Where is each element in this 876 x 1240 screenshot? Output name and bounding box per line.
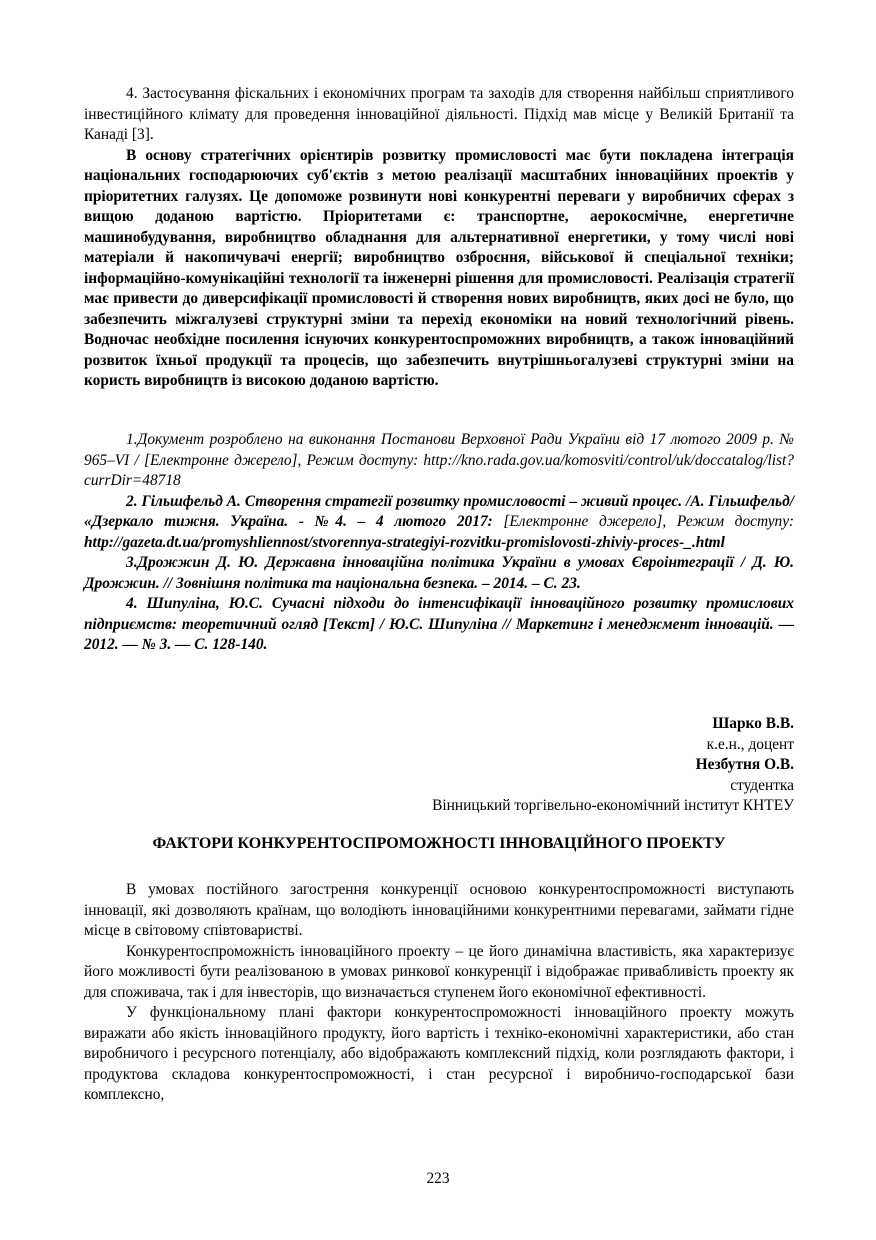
conclusion-paragraph: В основу стратегічних орієнтирів розвитку промисловості має бути покладена інтеграція національних господарюючих суб'єктів з метою реалізації масштабних інноваційних проектів у пріоритетних галузях. Це допоможе розвинути нові конкурентні переваги у виробничих сферах з вищою доданою вартістю. Пріоритетами є: транспортне, аерокосмічне, енергетичне машинобудування, виробництво обладнання для альтернативної енергетики, у тому числі нові матеріали й накопичувачі енергії; виробництво озброєння, військової й спеціальної техніки; інформаційно-комунікаційні технології та інженерні рішення для промисловості. Реалізація стратегії має привести до диверсифікації промисловості й створення нових виробництв, яких досі не було, що забезпечить міжгалузеві структурні зміни та перехід економіки на новий технологічний рівень. Водночас необхідне посилення існуючих конкурентоспроможних виробництв, а також інноваційний розвиток їхньої продукції та процесів, що забезпечить внутрішньогалузеві структурні зміни на користь виробництв із високою доданою вартістю. — [84, 146, 794, 389]
top-section — [84, 84, 794, 392]
article-paragraph-1: В умовах постійного загострення конкуренції основою конкурентоспроможності виступають інновації, які дозволяють країнам, що володіють інноваційними конкурентними перевагами, займати гідне місце в світовому співтоваристві. — [84, 881, 794, 939]
author-block — [294, 714, 794, 817]
author-1-title: к.е.н., доцент — [706, 735, 794, 753]
article-paragraph-2: Конкурентоспроможність інноваційного проекту – це його динамічна властивість, яка характеризує його можливості бути реалізованою в умовах ринкової конкуренції і відображає привабливість проекту як для споживача, так і для інвесторів, що визначається ступенем його економічної ефективності. — [84, 942, 794, 1001]
article-title: ФАКТОРИ КОНКУРЕНТОСПРОМОЖНОСТІ ІННОВАЦІЙНОГО ПРОЕКТУ — [152, 835, 726, 852]
article-body — [84, 880, 794, 1106]
reference-2 — [84, 492, 794, 554]
author-2-name: Незбутня О.В. — [695, 756, 794, 773]
author-2-title: студентка — [730, 776, 794, 794]
article-paragraph-3: У функціональному плані фактори конкурентоспроможності інноваційного проекту можуть виражати або якість інноваційного продукту, його вартість і техніко-економічні характеристики, або стан виробничого і ресурсного потенціалу, або відображають комплексний підхід, коли розглядають фактори, і продуктова складова конкурентоспроможності, і стан ресурсної і виробничо-господарської бази комплексно, — [84, 1004, 794, 1103]
references-list — [84, 430, 794, 656]
reference-2-url: http://gazeta.dt.ua/promyshliennost/stvorennya-strategiyi-rozvitku-promislovosti-zhiviy-proces-_.html — [84, 533, 725, 551]
author-1-name: Шарко В.В. — [712, 715, 794, 732]
reference-4: 4. Шипуліна, Ю.С. Сучасні підходи до інтенсифікації інноваційного розвитку промислових підприємств: теоретичний огляд [Текст] / Ю.С. Шипуліна // Маркетинг і менеджмент інновацій. — 2012. — № 3. — С. 128-140. — [84, 595, 794, 653]
list-item-4: 4. Застосування фіскальних і економічних програм та заходів для створення найбільш сприятливого інвестиційного клімату для проведення інноваційної діяльності. Підхід мав місце у Великій Британії та Канаді [3]. — [84, 85, 794, 143]
page-number: 223 — [426, 1170, 450, 1187]
institution: Вінницький торгівельно-економічний інститут КНТЕУ — [432, 797, 794, 814]
reference-1: 1.Документ розроблено на виконання Постанови Верховної Ради України від 17 лютого 2009 р. № 965–VI / [Електронне джерело], Режим доступу: http://kno.rada.gov.ua/komosviti/control/uk/doccatalog/list?currDir=48718 — [84, 431, 794, 489]
reference-2-main: 2. Гільшфельд А. Створення стратегії розвитку промисловості – живий процес. /А. Гільшфельд/ «Дзеркало тижня. Україна. - №4. – 4 лютого 2017: — [84, 492, 794, 530]
reference-2-source: [Електронне джерело], Режим доступу: — [503, 513, 794, 530]
reference-3: 3.Дрожжин Д. Ю. Державна інноваційна політика України в умовах Євроінтеграції / Д. Ю. Дрожжин. // Зовнішня політика та національна безпека. – 2014. – С. 23. — [84, 554, 794, 592]
